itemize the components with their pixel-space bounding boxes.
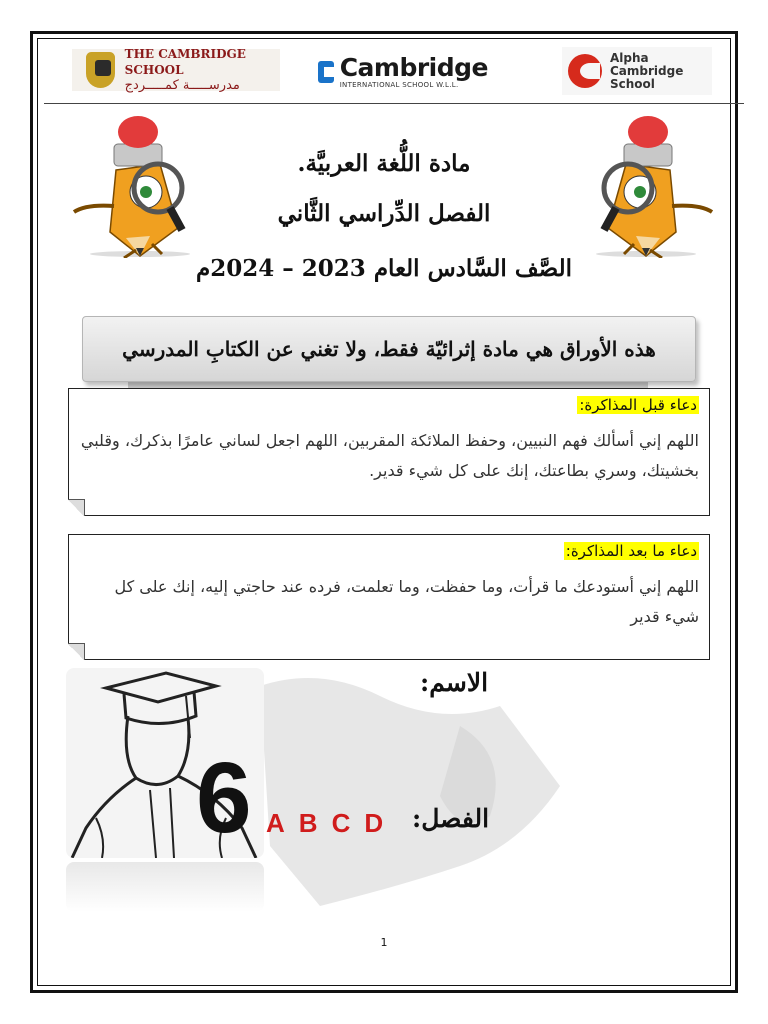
prayer-text: اللهم إني أستودعك ما قرأت، وما حفظت، وما تعلمت، فرده عند حاجتي إليه، إنك على كل شيء قدير	[114, 577, 699, 626]
cambridge-school-logo	[72, 49, 280, 91]
subject-title: مادة اللُّغة العربيَّة.	[297, 150, 471, 177]
prayer-text: اللهم إني أسألك فهم النبيين، وحفظ الملائكة المقربين، اللهم اجعل لساني عامرًا بذكرك، وقلبي بخشيتك، وسري بطاعتك، إنك على كل شيء قدير.	[80, 431, 699, 480]
cambridge-logo-name: Cambridge	[339, 53, 488, 82]
term-title: الفصل الدِّراسي الثَّاني	[277, 200, 491, 227]
section-option: B	[298, 808, 318, 838]
prayer-heading: دعاء ما بعد المذاكرة:	[565, 542, 697, 560]
alpha-logo-line3: School	[610, 76, 655, 91]
alpha-logo-line2: Cambridge	[610, 63, 684, 78]
section-option: C	[331, 808, 351, 838]
map-background-illustration	[260, 666, 580, 916]
class-label: الفصل:	[412, 804, 490, 833]
pencil-mascot-illustration	[580, 108, 720, 258]
pencil-mascot-illustration	[66, 108, 206, 258]
prayer-after-study-box	[68, 534, 710, 660]
school-crest-icon	[86, 52, 115, 88]
class-sections	[266, 808, 383, 839]
section-option: A	[266, 808, 285, 838]
graduate-card-reflection	[66, 862, 264, 912]
cambridge-international-logo	[318, 52, 488, 92]
grade-number: 6	[196, 742, 252, 854]
cambridge-school-name-ar: مدرســـــة كمـــــردج	[124, 78, 240, 93]
cambridge-logo-subtitle: INTERNATIONAL SCHOOL W.L.L.	[339, 81, 459, 89]
cambridge-mark-icon	[318, 61, 334, 83]
header-divider	[44, 103, 744, 104]
alpha-logo-line1: Alpha	[610, 50, 649, 65]
alpha-mark-icon	[568, 54, 602, 88]
grade-year-title: الصَّف السَّادس العام 2023 – 2024م	[196, 255, 572, 282]
student-name-label: الاسم:	[420, 668, 489, 697]
cambridge-school-name-en: THE CAMBRIDGE SCHOOL	[124, 47, 246, 77]
page-number: 1	[380, 936, 388, 949]
prayer-before-study-box	[68, 388, 710, 516]
section-option: D	[364, 808, 384, 838]
prayer-heading: دعاء قبل المذاكرة:	[579, 396, 697, 414]
alpha-cambridge-logo	[562, 47, 712, 95]
disclaimer-banner: هذه الأوراق هي مادة إثرائيّة فقط، ولا تغني عن الكتابِ المدرسي	[82, 316, 696, 382]
